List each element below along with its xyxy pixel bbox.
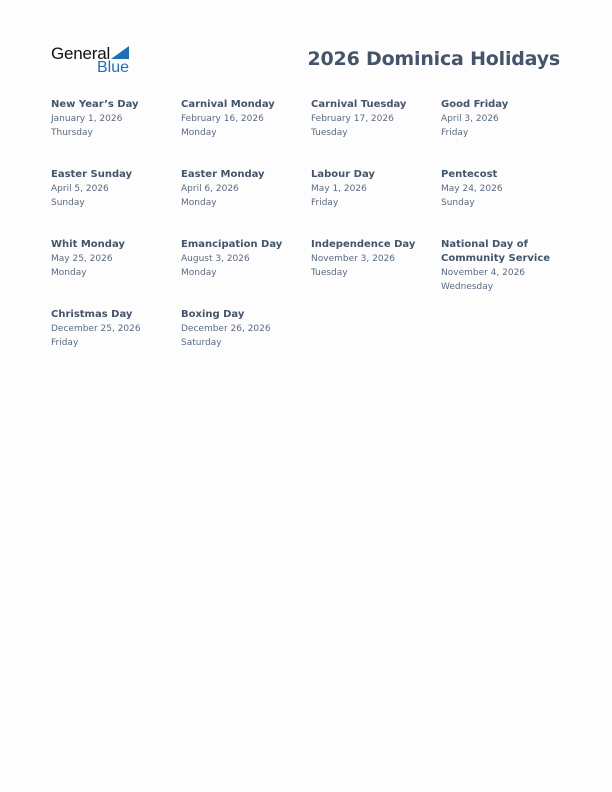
holiday-row <box>51 98 571 168</box>
holiday-name: Boxing Day <box>181 309 245 320</box>
holiday-grid <box>51 98 571 378</box>
holiday-entry <box>311 98 439 140</box>
holiday-name: New Year’s Day <box>51 99 139 110</box>
holiday-row <box>51 238 571 308</box>
holiday-name: Independence Day <box>311 239 416 250</box>
holiday-entry <box>51 308 179 350</box>
holiday-name: Whit Monday <box>51 239 125 250</box>
holiday-entry <box>441 238 569 294</box>
page-title: 2026 Dominica Holidays <box>307 48 560 70</box>
holiday-weekday: Sunday <box>441 198 475 208</box>
holiday-entry <box>311 238 439 280</box>
holiday-date: May 25, 2026 <box>51 254 113 264</box>
holiday-weekday: Monday <box>181 268 217 278</box>
holiday-weekday: Tuesday <box>311 128 348 138</box>
holiday-date: April 6, 2026 <box>181 184 239 194</box>
holiday-date: January 1, 2026 <box>51 114 123 124</box>
holiday-date: May 24, 2026 <box>441 184 503 194</box>
holiday-date: February 17, 2026 <box>311 114 394 124</box>
holiday-entry <box>181 98 309 140</box>
logo-text-blue: Blue <box>97 59 130 76</box>
holiday-weekday: Friday <box>51 338 79 348</box>
holiday-entry <box>51 168 179 210</box>
holiday-name: Carnival Tuesday <box>311 99 407 110</box>
logo-text-general: General <box>51 44 111 63</box>
holiday-date: August 3, 2026 <box>181 254 250 264</box>
holiday-entry <box>441 168 569 210</box>
holiday-date: November 4, 2026 <box>441 268 526 278</box>
holiday-entry <box>181 308 309 350</box>
holiday-name: Easter Monday <box>181 169 265 180</box>
holiday-date: November 3, 2026 <box>311 254 396 264</box>
holiday-date: April 5, 2026 <box>51 184 109 194</box>
holiday-weekday: Monday <box>51 268 87 278</box>
holiday-weekday: Friday <box>441 128 469 138</box>
holiday-date: December 26, 2026 <box>181 324 271 334</box>
holiday-entry <box>181 238 309 280</box>
holiday-weekday: Thursday <box>51 128 93 138</box>
holiday-weekday: Saturday <box>181 338 222 348</box>
holiday-entry <box>51 238 179 280</box>
holiday-name: Carnival Monday <box>181 99 275 110</box>
holiday-name: Good Friday <box>441 99 509 110</box>
holiday-weekday: Wednesday <box>441 282 494 292</box>
holiday-name: National Day of Community Service <box>441 239 551 264</box>
holiday-entry <box>51 98 179 140</box>
holiday-weekday: Sunday <box>51 198 85 208</box>
holiday-name: Labour Day <box>311 169 375 180</box>
holiday-date: May 1, 2026 <box>311 184 367 194</box>
generalblue-logo <box>51 44 141 78</box>
holiday-entry <box>441 98 569 140</box>
holiday-row <box>51 168 571 238</box>
holiday-weekday: Tuesday <box>311 268 348 278</box>
holiday-name: Easter Sunday <box>51 169 133 180</box>
holiday-weekday: Monday <box>181 128 217 138</box>
holiday-name: Pentecost <box>441 169 498 180</box>
holiday-entry <box>181 168 309 210</box>
holiday-date: December 25, 2026 <box>51 324 141 334</box>
logo-triangle-icon <box>111 46 129 59</box>
holiday-date: April 3, 2026 <box>441 114 499 124</box>
holiday-weekday: Friday <box>311 198 339 208</box>
holiday-date: February 16, 2026 <box>181 114 264 124</box>
holiday-entry <box>311 168 439 210</box>
holiday-name: Emancipation Day <box>181 239 283 250</box>
holiday-weekday: Monday <box>181 198 217 208</box>
holiday-row <box>51 308 571 378</box>
holiday-name: Christmas Day <box>51 309 133 320</box>
